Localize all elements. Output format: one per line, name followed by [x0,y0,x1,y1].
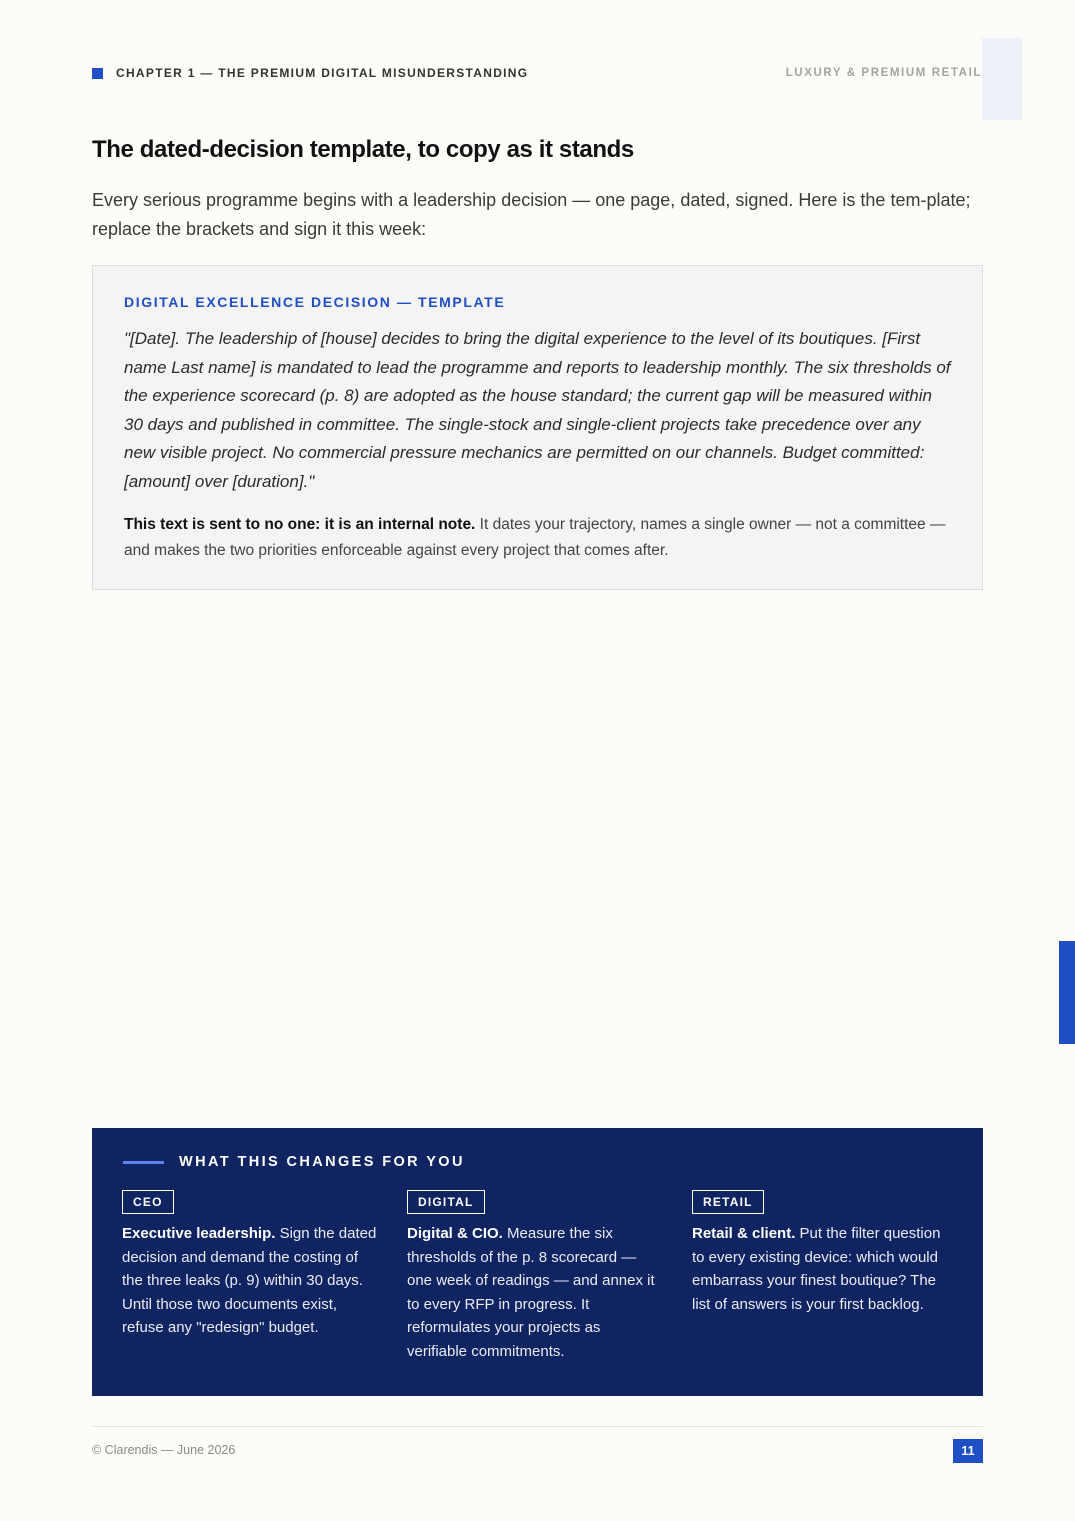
column-text [692,1222,947,1316]
column-lead: Digital & CIO. [407,1225,503,1242]
role-tag: RETAIL [692,1190,764,1214]
template-note-lead: This text is sent to no one: it is an internal note. [124,516,476,533]
chapter-number-decoration [982,38,1022,120]
panel-title-rule [123,1161,164,1164]
column-text [407,1222,662,1363]
role-tag: DIGITAL [407,1190,485,1214]
template-quote: "[Date]. The leadership of [house] decides to bring the digital experience to the level of its boutiques. [First name Last name] is mandated to lead the programme and reports to leadership monthly. The six thresholds of the experience scorecard (p. 8) are adopted as the house standard; the current gap will be measured within 30 days and published in committee. The single-stock and single-client projects take precedence over any new visible project. No commercial pressure mechanics are permitted on our channels. Budget committed: [amount] over [duration]." [124,329,951,491]
column-lead: Retail & client. [692,1225,796,1242]
running-header [92,66,982,86]
footer-copyright: © Clarendis — June 2026 [92,1443,236,1457]
role-tag: CEO [122,1190,174,1214]
section-title: The dated-decision template, to copy as it stands [92,136,634,163]
column-body: Sign the dated decision and demand the costing of the three leaks (p. 9) within 30 days. Until those two documents exist, refuse any "redesign" budget. [122,1225,377,1336]
template-note-body: It dates your trajectory, names a single owner — not a committee — and makes the two priorities enforceable against every project that comes after. [124,516,946,559]
template-box-title: DIGITAL EXCELLENCE DECISION — TEMPLATE [124,294,506,310]
chapter-side-tab [1059,941,1075,1044]
footer-divider [92,1426,983,1427]
column-ceo [122,1190,377,1340]
column-body: Measure the six thresholds of the p. 8 scorecard — one week of readings — and annex it to every RFP in progress. It reformulates your projects as verifiable commitments. [407,1225,655,1360]
column-body: Put the filter question to every existing device: which would embarrass your finest boutique? The list of answers is your first backlog. [692,1225,941,1313]
column-lead: Executive leadership. [122,1225,276,1242]
chapter-title: CHAPTER 1 — THE PREMIUM DIGITAL MISUNDERSTANDING [116,66,529,80]
column-retail [692,1190,947,1316]
sector-label: LUXURY & PREMIUM RETAIL [785,67,982,79]
column-digital [407,1190,662,1363]
intro-paragraph: Every serious programme begins with a leadership decision — one page, dated, signed. Here is the tem-plate; replace the brackets and sign it this week: [92,190,971,239]
template-note [124,512,954,564]
decision-template-box [92,265,983,590]
what-this-changes-panel [92,1128,983,1396]
chapter-marker-square [92,68,103,79]
column-text [122,1222,377,1340]
panel-title: WHAT THIS CHANGES FOR YOU [179,1154,465,1170]
page-number: 11 [953,1439,983,1463]
